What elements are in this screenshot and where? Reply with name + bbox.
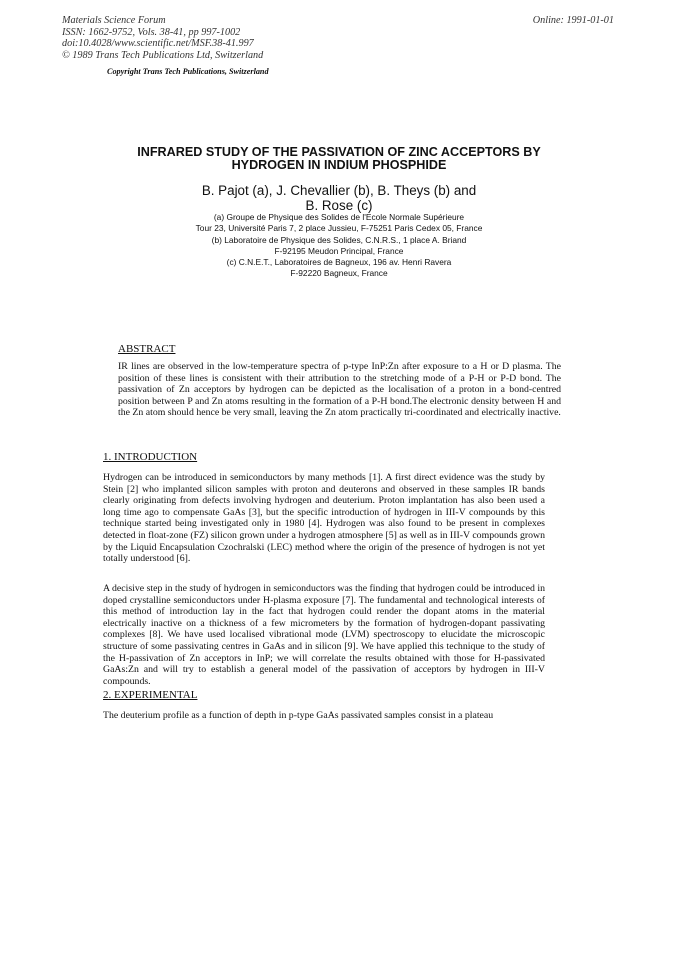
- affiliation-line: (b) Laboratoire de Physique des Solides, C.N.R.S., 1 place A. Briand: [211, 234, 467, 245]
- affiliation-line: Tour 23, Université Paris 7, 2 place Jussieu, F-75251 Paris Cedex 05, France: [195, 223, 483, 234]
- authors-line: B. Pajot (a), J. Chevallier (b), B. Theys (b) and: [201, 183, 477, 198]
- abstract-text: IR lines are observed in the low-temperature spectra of p-type InP:Zn after exposure to a H or D plasma. The position of these lines is consistent with their attribution to the stretching mode of a P-H or P-D bond. The passivation of Zn acceptors by hydrogen can be depicted as the localisation of a proton in a bond-centred position between P and Zn atoms resulting in the formation of a P-H bond.The electronic density between H and the Zn atom should hence be very small, leaving the Zn atom practically tri-coordinated and electrically inactive.: [118, 361, 561, 419]
- journal-issn: ISSN: 1662-9752, Vols. 38-41, pp 997-1002: [62, 26, 241, 38]
- authors: [100, 183, 578, 213]
- affiliation-line: (c) C.N.E.T., Laboratoires de Bagneux, 196 av. Henri Ravera: [226, 257, 452, 268]
- journal-name: Materials Science Forum: [62, 15, 166, 26]
- journal-copyright: © 1989 Trans Tech Publications Ltd, Switzerland: [62, 49, 264, 61]
- introduction-paragraph: A decisive step in the study of hydrogen in semiconductors was the finding that hydrogen could be introduced in doped crystalline semiconductors under H-plasma exposure [7]. The fundamental and technological interests of this method of introduction lay in the fact that hydrogen could render the dopant atoms in the material electrically inactive on a thickness of a few micrometers by the formation of hydrogen-dopant passivating complexes [8]. We have used localised vibrational mode (LVM) spectroscopy to elucidate the microscopic structure of some passivating centres in GaAs and in silicon [9]. We have applied this technique to the study of the H-passivation of Zn acceptors in InP; we will correlate the results obtained with those for H-passivated GaAs:Zn and will try to establish a general model of the passivation of acceptors by hydrogen in III-V compounds.: [103, 583, 545, 687]
- experimental-paragraph: The deuterium profile as a function of depth in p-type GaAs passivated samples consist in a plateau: [103, 710, 494, 721]
- affiliation-line: (a) Groupe de Physique des Solides de l'Ecole Normale Supérieure: [213, 212, 465, 222]
- journal-info: [62, 15, 263, 61]
- online-date: Online: 1991-01-01: [532, 15, 614, 26]
- introduction-heading: 1. INTRODUCTION: [103, 451, 198, 463]
- affiliations: [100, 212, 578, 280]
- copyright-note: Copyright Trans Tech Publications, Switzerland: [107, 67, 269, 76]
- affiliation-line: F-92195 Meudon Principal, France: [274, 245, 404, 256]
- introduction-paragraph: Hydrogen can be introduced in semiconductors by many methods [1]. A first direct evidence was the study by Stein [2] who implanted silicon samples with proton and deuterons and observed in these samples IR bands clearly originating from defects involving hydrogen and deuterium. Proton implantation has also been used a long time ago to compensate GaAs [3], but the specific introduction of hydrogen in III-V compounds by this technique started being investigated only in 1980 [4]. Hydrogen was also found to be present in complexes detected in float-zone (FZ) silicon grown under a hydrogen atmosphere [5] as well as in III-V compounds grown by the Liquid Encapsulation Czochralski (LEC) method where the origin of the presence of hydrogen is not yet totally understood [6].: [103, 472, 545, 565]
- title-line: INFRARED STUDY OF THE PASSIVATION OF ZINC ACCEPTORS BY: [137, 145, 541, 159]
- abstract-heading: ABSTRACT: [118, 343, 176, 355]
- paper-title: [100, 146, 578, 172]
- affiliation-line: F-92220 Bagneux, France: [290, 268, 388, 279]
- experimental-heading: 2. EXPERIMENTAL: [103, 689, 198, 701]
- journal-doi: doi:10.4028/www.scientific.net/MSF.38-41.997: [62, 38, 254, 50]
- authors-line: B. Rose (c): [305, 198, 373, 213]
- title-line: HYDROGEN IN INDIUM PHOSPHIDE: [231, 158, 447, 173]
